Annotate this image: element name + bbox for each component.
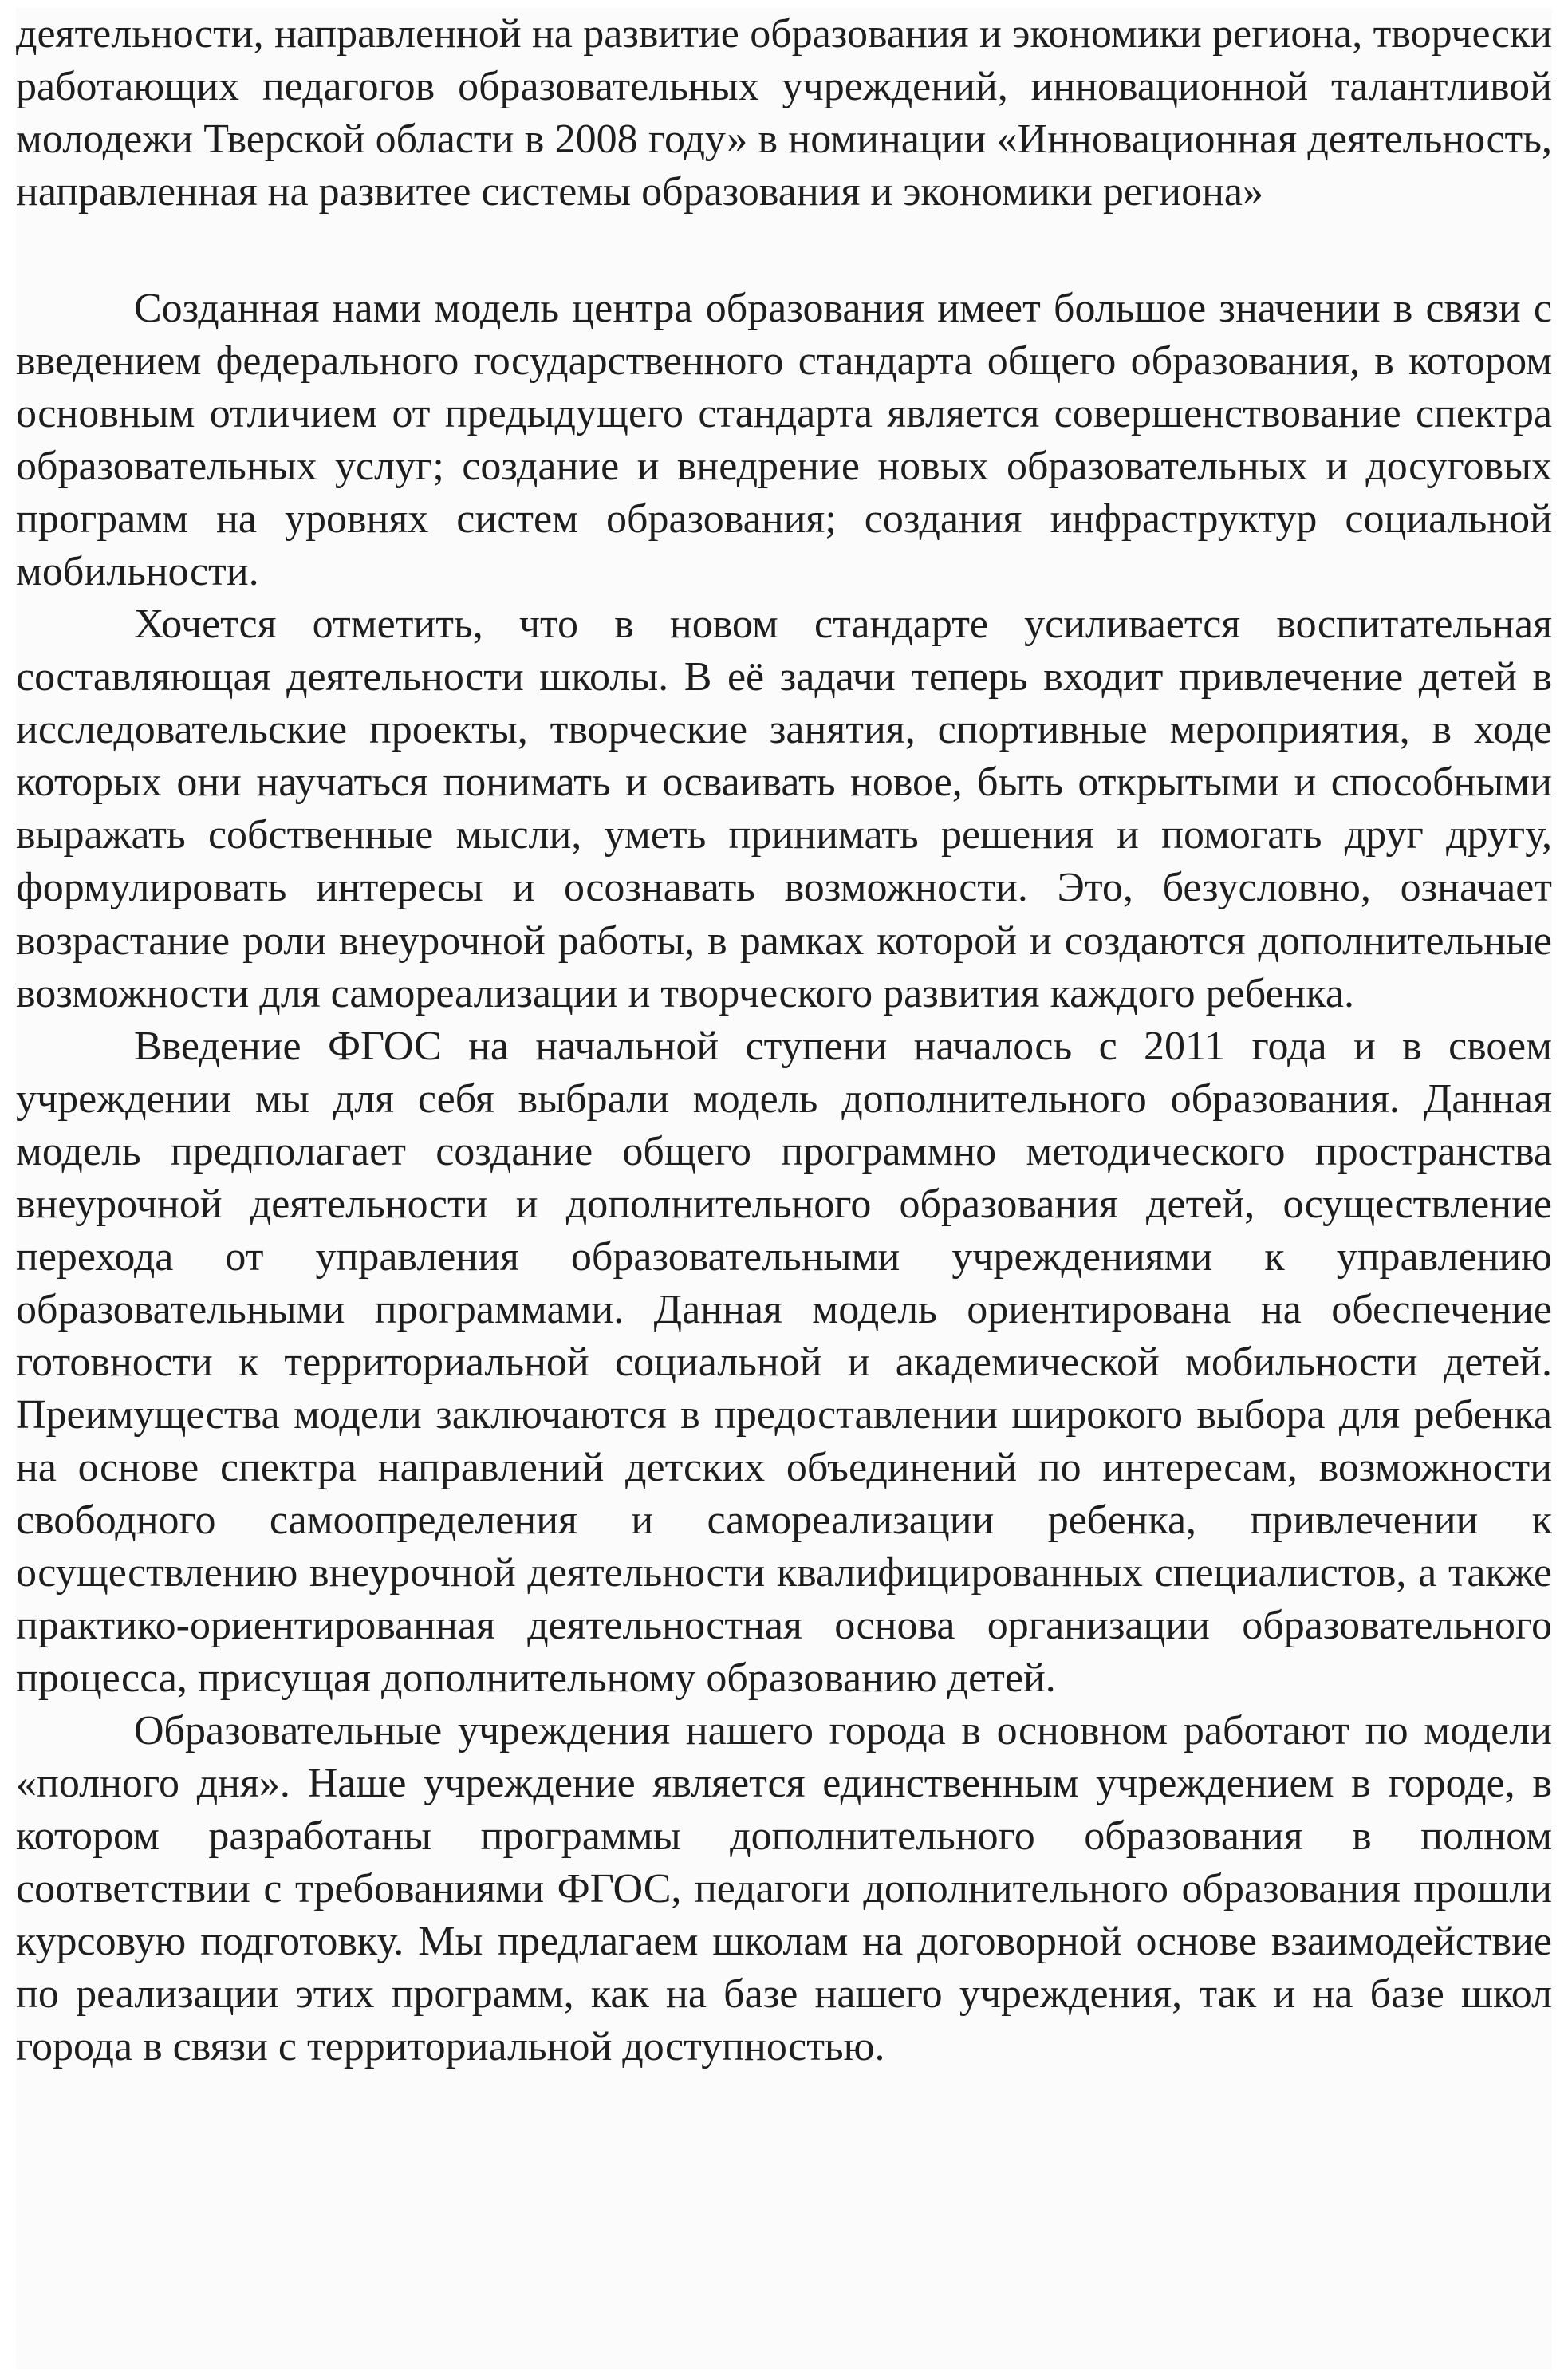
paragraph-city-institutions: Образовательные учреждения нашего города в основном работают по модели «полного дня». Наше учреждение является единственным учреждением в городе, в котором разработаны программы дополнительного образования в полном соответствии с требованиями ФГОС, педагоги дополнительного образования прошли курсовую подготовку. Мы предлагаем школам на договорной основе взаимодействие по реализации этих программ, как на базе нашего учреждения, так и на базе школ города в связи с территориальной доступностью. — [16, 1707, 1552, 2070]
document-page — [16, 8, 1552, 2369]
paragraph-gap — [16, 219, 1552, 282]
paragraph-model-center: Созданная нами модель центра образования имеет большое значении в связи с введением федерального государственного стандарта общего образования, в котором основным отличием от предыдущего стандарта является совершенствование спектра образовательных услуг; создание и внедрение новых образовательных и досуговых программ на уровнях систем образования; создания инфраструктур социальной мобильности. — [16, 286, 1552, 595]
paragraph-continuation: деятельности, направленной на развитие образования и экономики региона, творчески работающих педагогов образовательных учреждений, инновационной талантливой молодежи Тверской области в 2008 году» в номинации «Инновационная деятельность, направленная на развитее системы образования и экономики региона» — [16, 11, 1552, 215]
paragraph-new-standard: Хочется отметить, что в новом стандарте усиливается воспитательная составляющая деятельности школы. В её задачи теперь входит привлечение детей в исследовательские проекты, творческие занятия, спортивные мероприятия, в ходе которых они научаться понимать и осваивать новое, быть открытыми и способными выражать собственные мысли, уметь принимать решения и помогать друг другу, формулировать интересы и осознавать возможности. Это, безусловно, означает возрастание роли внеурочной работы, в рамках которой и создаются дополнительные возможности для самореализации и творческого развития каждого ребенка. — [16, 602, 1552, 1016]
paragraph-fgos-introduction: Введение ФГОС на начальной ступени началось с 2011 года и в своем учреждении мы для себя выбрали модель дополнительного образования. Данная модель предполагает создание общего программно методического пространства внеурочной деятельности и дополнительного образования детей, осуществление перехода от управления образовательными учреждениями к управлению образовательными программами. Данная модель ориентирована на обеспечение готовности к территориальной социальной и академической мобильности детей. Преимущества модели заключаются в предоставлении широкого выбора для ребенка на основе спектра направлений детских объединений по интересам, возможности свободного самоопределения и самореализации ребенка, привлечении к осуществлению внеурочной деятельности квалифицированных специалистов, а также практико-ориентированная деятельностная основа организации образовательного процесса, присущая дополнительному образованию детей. — [16, 1023, 1552, 1701]
